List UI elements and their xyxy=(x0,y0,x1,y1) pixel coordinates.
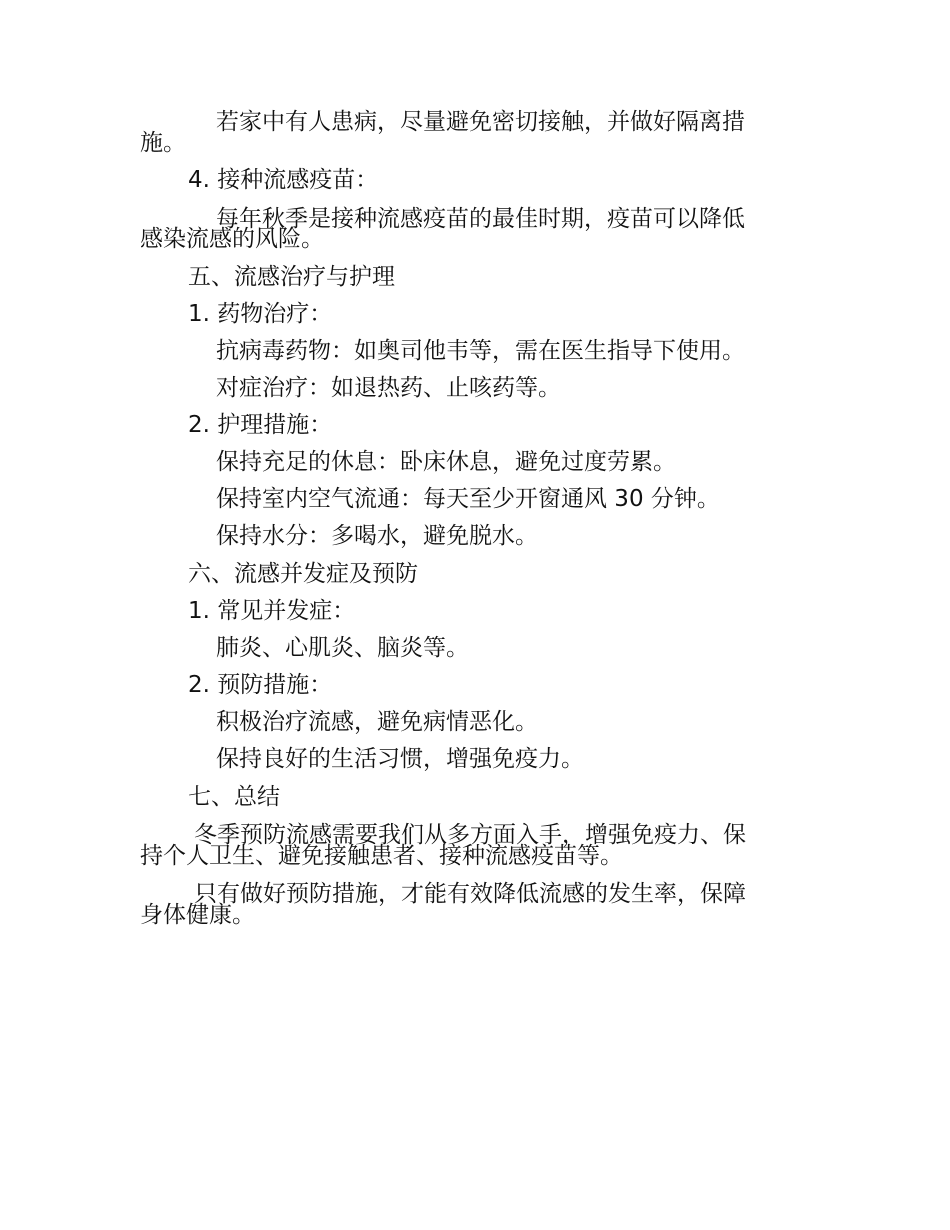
section-heading-treatment: 五、流感治疗与护理 xyxy=(188,264,395,290)
text-rest: 保持充足的休息：卧床休息，避免过度劳累。 xyxy=(216,449,676,475)
text-hydration: 保持水分：多喝水，避免脱水。 xyxy=(216,523,538,549)
text-active-treatment: 积极治疗流感，避免病情恶化。 xyxy=(216,709,538,735)
paragraph-vaccine-line1: 每年秋季是接种流感疫苗的最佳时期，疫苗可以降低 xyxy=(216,206,745,232)
paragraph-summary2-line1: 只有做好预防措施，才能有效降低流感的发生率，保障 xyxy=(194,881,746,907)
text-symptomatic: 对症治疗：如退热药、止咳药等。 xyxy=(216,375,561,401)
paragraph-isolation-line1: 若家中有人患病，尽量避免密切接触，并做好隔离措 xyxy=(216,109,745,135)
paragraph-summary2-line2: 身体健康。 xyxy=(140,902,255,928)
item-heading-common-complications: 1. 常见并发症： xyxy=(188,598,356,624)
text-complications-list: 肺炎、心肌炎、脑炎等。 xyxy=(216,635,469,661)
paragraph-isolation-line2: 施。 xyxy=(140,130,186,156)
text-antiviral: 抗病毒药物：如奥司他韦等，需在医生指导下使用。 xyxy=(216,338,745,364)
paragraph-summary1-line2: 持个人卫生、避免接触患者、接种流感疫苗等。 xyxy=(140,843,623,869)
item-heading-vaccine: 4. 接种流感疫苗： xyxy=(188,167,379,193)
item-heading-care: 2. 护理措施： xyxy=(188,412,333,438)
paragraph-summary1-line1: 冬季预防流感需要我们从多方面入手，增强免疫力、保 xyxy=(194,822,746,848)
item-heading-medication: 1. 药物治疗： xyxy=(188,301,333,327)
section-heading-complications: 六、流感并发症及预防 xyxy=(188,561,418,587)
item-heading-prevention: 2. 预防措施： xyxy=(188,672,333,698)
section-heading-summary: 七、总结 xyxy=(188,784,280,810)
paragraph-vaccine-line2: 感染流感的风险。 xyxy=(140,226,324,252)
text-healthy-habits: 保持良好的生活习惯，增强免疫力。 xyxy=(216,746,584,772)
text-ventilation: 保持室内空气流通：每天至少开窗通风 30 分钟。 xyxy=(216,486,720,512)
